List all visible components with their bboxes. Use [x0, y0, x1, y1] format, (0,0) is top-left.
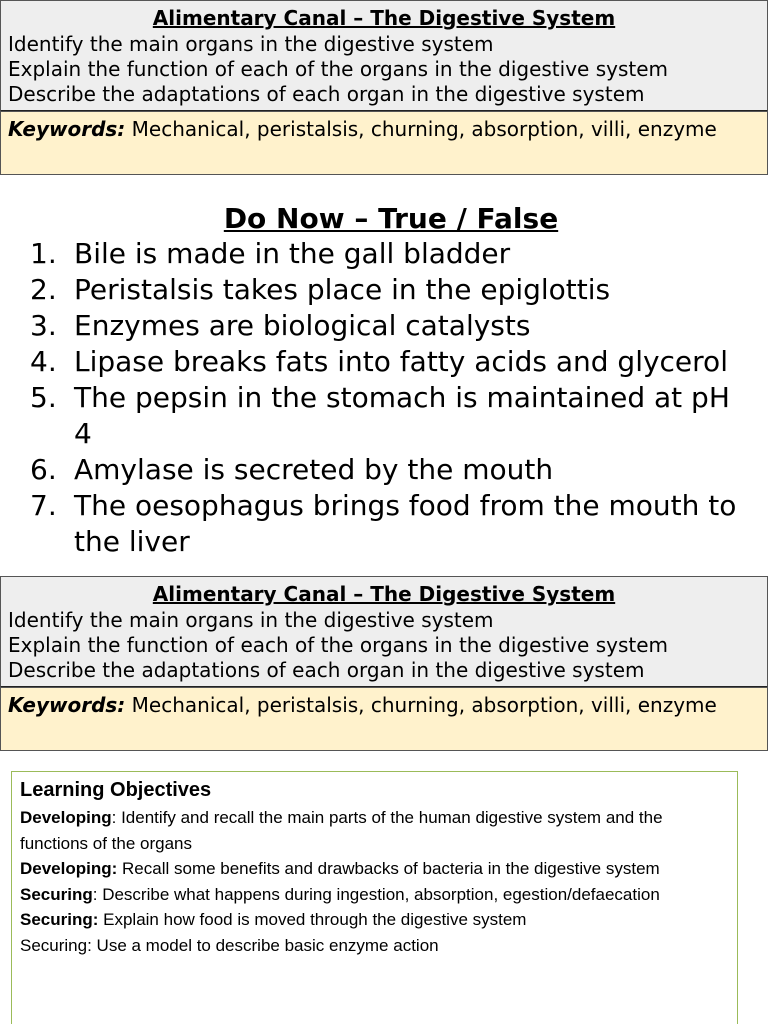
objective-level: Developing:	[20, 859, 118, 878]
objective-text: Securing: Use a model to describe basic enzyme action	[20, 935, 439, 955]
lesson-header	[0, 0, 768, 112]
objective-line	[20, 805, 729, 856]
objective-line	[20, 933, 729, 959]
objective-level: Securing	[20, 884, 93, 904]
keywords-label: Keywords:	[8, 117, 126, 141]
lesson-objective-2: Explain the function of each of the organs in the digestive system	[8, 633, 668, 657]
list-item	[30, 344, 750, 380]
objective-text: Recall some benefits and drawbacks of bacteria in the digestive system	[117, 859, 660, 878]
keywords-text: Mechanical, peristalsis, churning, absorption, villi, enzyme	[125, 117, 717, 141]
objective-text: : Describe what happens during ingestion, absorption, egestion/defaecation	[92, 884, 660, 904]
keywords-label: Keywords:	[8, 693, 126, 717]
objective-level: Developing	[20, 808, 112, 827]
item-number: 4.	[30, 345, 57, 378]
list-item	[30, 452, 750, 488]
learning-objectives-box	[11, 771, 738, 1024]
lesson-objective-3: Describe the adaptations of each organ in the digestive system	[8, 82, 645, 106]
true-false-list	[30, 236, 750, 560]
objective-text: : Identify and recall the main parts of the human digestive system and the functions of the organs	[20, 808, 663, 853]
list-item	[30, 236, 750, 272]
keywords-text: Mechanical, peristalsis, churning, absorption, villi, enzyme	[125, 693, 717, 717]
do-now-title: Do Now – True / False	[223, 202, 559, 235]
objective-text: Explain how food is moved through the digestive system	[98, 910, 527, 929]
item-text: Bile is made in the gall bladder	[74, 237, 511, 270]
lesson-objective-1: Identify the main organs in the digestive system	[8, 608, 494, 632]
objective-line	[20, 882, 729, 908]
keywords-box	[0, 111, 768, 175]
list-item	[30, 380, 750, 452]
item-text: The oesophagus brings food from the mouth to the liver	[74, 489, 737, 558]
item-number: 2.	[30, 273, 57, 306]
item-number: 6.	[30, 453, 57, 486]
lesson-title: Alimentary Canal – The Digestive System	[152, 6, 616, 30]
item-text: Lipase breaks fats into fatty acids and glycerol	[74, 345, 728, 378]
item-text: Peristalsis takes place in the epiglottis	[74, 273, 611, 306]
keywords-box	[0, 687, 768, 751]
list-item	[30, 308, 750, 344]
slide-learning-objectives	[0, 576, 768, 1024]
lesson-header	[0, 576, 768, 688]
item-number: 7.	[30, 489, 57, 522]
lesson-objective-2: Explain the function of each of the organs in the digestive system	[8, 57, 668, 81]
item-text: The pepsin in the stomach is maintained at pH 4	[74, 381, 730, 450]
learning-objectives-title: Learning Objectives	[20, 779, 212, 801]
item-text: Amylase is secreted by the mouth	[74, 453, 554, 486]
objective-level: Securing:	[20, 910, 99, 929]
objective-line	[20, 907, 729, 933]
list-item	[30, 272, 750, 308]
list-item	[30, 488, 750, 560]
lesson-title: Alimentary Canal – The Digestive System	[152, 582, 616, 606]
lesson-objective-1: Identify the main organs in the digestive system	[8, 32, 494, 56]
lesson-objective-3: Describe the adaptations of each organ in the digestive system	[8, 658, 645, 682]
item-number: 1.	[30, 237, 57, 270]
item-number: 3.	[30, 309, 57, 342]
item-number: 5.	[30, 381, 57, 414]
item-text: Enzymes are biological catalysts	[74, 309, 531, 342]
objective-line	[20, 856, 729, 882]
